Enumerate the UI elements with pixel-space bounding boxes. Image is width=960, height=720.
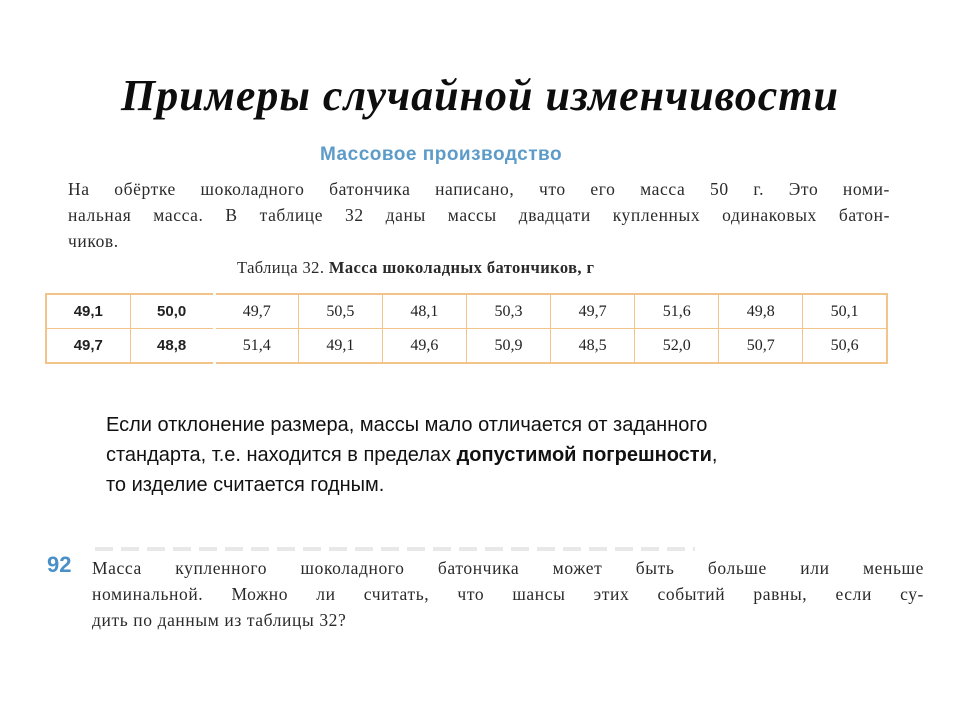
task-line: Масса купленного шоколадного батончика может быть больше или меньше [92,558,924,578]
intro-line: нальная масса. В таблице 32 даны массы двадцати купленных одинаковых батон- [68,205,890,225]
table-cell: 50,0 [130,294,214,329]
table-cell: 50,5 [298,294,382,329]
table-cell: 50,7 [719,329,803,364]
intro-paragraph [68,176,890,254]
task-line: дить по данным из таблицы 32? [92,610,347,630]
table-cell: 49,6 [382,329,466,364]
table-cell: 49,8 [719,294,803,329]
main-text-line: Если отклонение размера, массы мало отличается от заданного [106,414,708,436]
section-heading: Массовое производство [320,144,563,165]
table-cell: 50,3 [466,294,550,329]
table-cell: 49,7 [551,294,635,329]
table-caption-prefix: Таблица 32. [237,258,325,277]
table-row [46,294,887,329]
task-line: номинальной. Можно ли считать, что шансы этих событий равны, если су- [92,584,924,604]
intro-line: чиков. [68,231,119,251]
slide-title: Примеры случайной изменчивости [121,71,839,120]
table-cell: 49,1 [298,329,382,364]
table-cell: 51,6 [635,294,719,329]
table-cell: 49,7 [46,329,130,364]
main-text-part: стандарта, т.е. находится в пределах [106,444,457,466]
main-text-emphasis: допустимой погрешности [456,444,712,466]
task-text [92,555,924,633]
table-cell: 48,8 [130,329,214,364]
task-number: 92 [47,552,72,577]
table-cell: 52,0 [635,329,719,364]
table-cell: 48,1 [382,294,466,329]
table-cell: 49,1 [46,294,130,329]
table-cell: 48,5 [551,329,635,364]
table-cell: 50,6 [803,329,887,364]
main-text [106,410,866,500]
table-cell: 51,4 [214,329,298,364]
table-cell: 49,7 [214,294,298,329]
main-text-line: то изделие считается годным. [106,474,385,496]
mass-table [45,293,888,364]
main-text-line [106,440,866,470]
faint-divider [95,547,695,551]
table-cell: 50,9 [466,329,550,364]
intro-line: На обёртке шоколадного батончика написано, что его масса 50 г. Это номи- [68,179,890,199]
table-cell: 50,1 [803,294,887,329]
main-text-part: , [711,444,718,466]
table-row [46,329,887,364]
table-caption [237,258,594,278]
table-caption-name: Масса шоколадных батончиков, г [328,258,595,277]
